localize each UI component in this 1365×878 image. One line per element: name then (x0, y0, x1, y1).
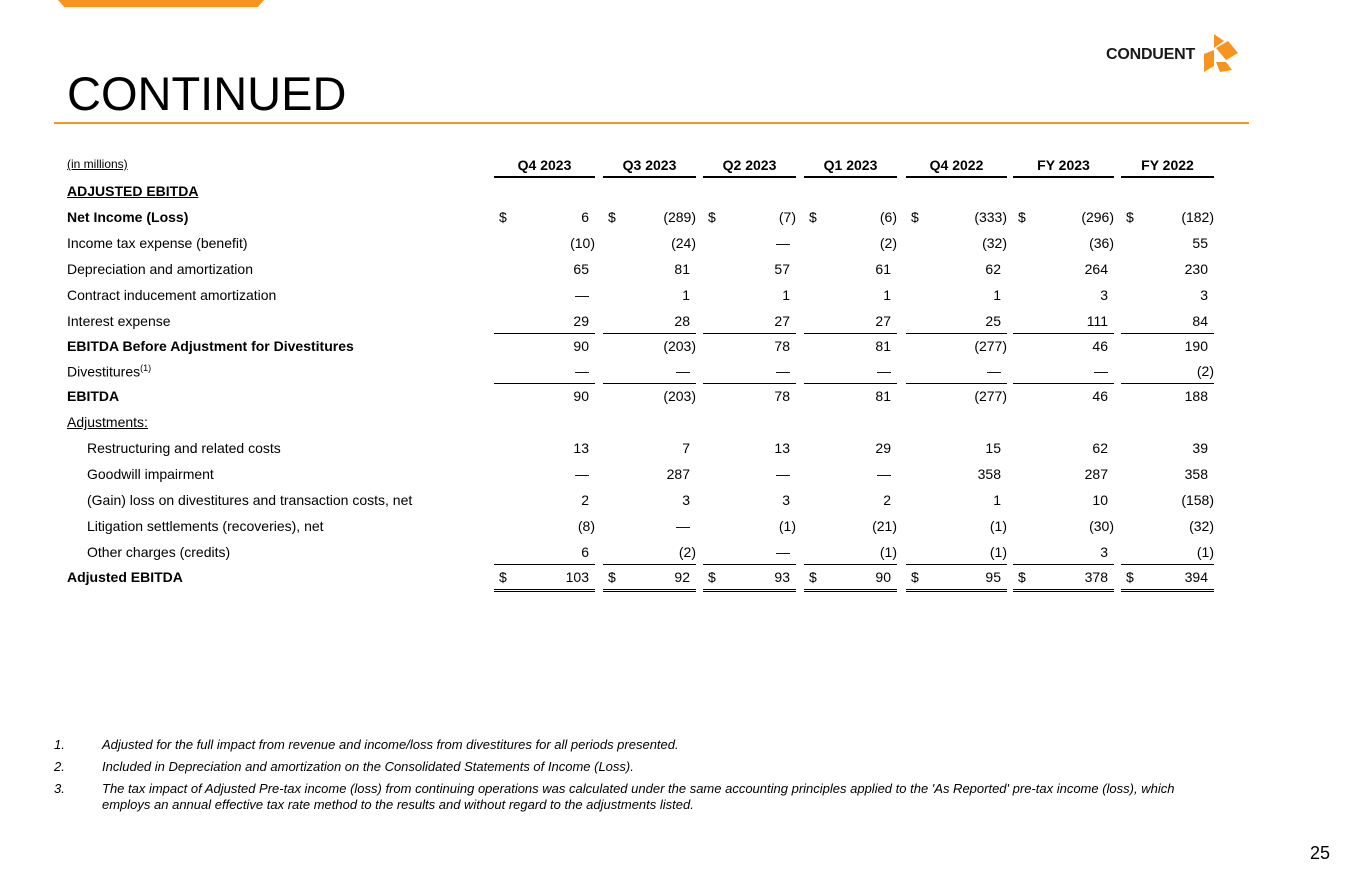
table-row (0, 335, 1365, 360)
cell-value: (2) (879, 235, 897, 251)
value-cell (603, 338, 696, 357)
cell-value: 6 (581, 209, 589, 225)
value-cell (1121, 287, 1214, 306)
cell-value: (2) (678, 544, 696, 560)
column-header: FY 2023 (1013, 157, 1114, 178)
row-label-text: Divestitures (67, 363, 141, 380)
value-cell (1013, 466, 1114, 485)
cell-value: — (1094, 363, 1108, 379)
value-cell (494, 287, 595, 306)
cell-value: — (575, 363, 589, 379)
value-cell (703, 209, 796, 228)
cell-value: — (776, 544, 790, 560)
cell-value: (203) (663, 338, 696, 354)
row-label (87, 544, 230, 560)
cell-value: 111 (1086, 313, 1108, 329)
value-cell (1013, 338, 1114, 357)
value-cell (703, 338, 796, 357)
value-cell (494, 363, 595, 384)
footnote-number: 3. (54, 781, 65, 796)
table-row (0, 541, 1365, 566)
value-cell (494, 209, 595, 228)
cell-value: (8) (577, 518, 595, 534)
row-label-text: Goodwill impairment (87, 466, 214, 482)
cell-value: (24) (671, 235, 696, 251)
cell-value: 3 (782, 492, 790, 508)
cell-value: 57 (774, 261, 790, 277)
page-title: CONTINUED (67, 67, 347, 120)
column-header: Q1 2023 (804, 157, 897, 178)
value-cell (906, 466, 1007, 485)
cell-value: 3 (682, 492, 690, 508)
cell-value: 27 (875, 313, 891, 329)
value-cell (1013, 313, 1114, 334)
value-cell (494, 440, 595, 459)
cell-value: 264 (1084, 261, 1108, 277)
footnote (54, 781, 1224, 813)
cell-value: 15 (985, 440, 1001, 456)
value-cell (804, 544, 897, 565)
cell-value: (32) (982, 235, 1007, 251)
value-cell (703, 569, 796, 592)
value-cell (703, 544, 796, 565)
cell-value: 27 (774, 313, 790, 329)
cell-value: 62 (985, 261, 1001, 277)
currency-symbol: $ (708, 209, 716, 225)
footnote-number: 1. (54, 737, 65, 752)
cell-value: — (575, 466, 589, 482)
value-cell (494, 492, 595, 511)
currency-symbol: $ (499, 209, 507, 225)
row-label (87, 518, 324, 534)
conduent-logo (1106, 34, 1240, 74)
cell-value: — (776, 466, 790, 482)
table-row (0, 232, 1365, 257)
cell-value: (203) (663, 388, 696, 404)
cell-value: 81 (875, 338, 891, 354)
currency-symbol: $ (809, 209, 817, 225)
cell-value: 1 (993, 492, 1001, 508)
footnote (54, 759, 1224, 775)
cell-value: — (987, 363, 1001, 379)
footnote-reference: (1) (140, 363, 152, 373)
value-cell (804, 492, 897, 511)
row-label (67, 363, 151, 380)
value-cell (603, 518, 696, 537)
cell-value: (6) (879, 209, 897, 225)
value-cell (906, 235, 1007, 254)
value-cell (703, 388, 796, 407)
table-row (0, 385, 1365, 410)
cell-value: — (776, 235, 790, 251)
page-number: 25 (1309, 843, 1330, 863)
row-label (67, 313, 171, 329)
cell-value: (36) (1089, 235, 1114, 251)
cell-value: 84 (1192, 313, 1208, 329)
section-title-row (0, 180, 1365, 205)
table-row (0, 284, 1365, 309)
cell-value: 93 (774, 569, 790, 585)
value-cell (906, 569, 1007, 592)
cell-value: — (676, 363, 690, 379)
currency-symbol: $ (499, 569, 507, 585)
value-cell (1013, 569, 1114, 592)
cell-value: 3 (1100, 287, 1108, 303)
value-cell (494, 569, 595, 592)
value-cell (603, 466, 696, 485)
value-cell (906, 209, 1007, 228)
cell-value: 358 (977, 466, 1001, 482)
value-cell (804, 338, 897, 357)
row-label (67, 414, 148, 430)
cell-value: (182) (1181, 209, 1214, 225)
value-cell (804, 235, 897, 254)
cell-value: (277) (974, 388, 1007, 404)
currency-symbol: $ (809, 569, 817, 585)
value-cell (1121, 492, 1214, 511)
value-cell (906, 363, 1007, 384)
cell-value: 378 (1084, 569, 1108, 585)
value-cell (603, 544, 696, 565)
cell-value: 95 (985, 569, 1001, 585)
value-cell (603, 440, 696, 459)
value-cell (804, 440, 897, 459)
table-row (0, 489, 1365, 514)
cell-value: (2) (1196, 363, 1214, 379)
value-cell (1013, 544, 1114, 565)
row-label-text: Adjusted EBITDA (67, 569, 183, 585)
row-label-text: Adjustments: (67, 414, 148, 430)
cell-value: 90 (573, 338, 589, 354)
cell-value: 394 (1184, 569, 1208, 585)
value-cell (494, 313, 595, 334)
row-label (67, 235, 248, 251)
value-cell (804, 261, 897, 280)
cell-value: 2 (581, 492, 589, 508)
row-label (67, 569, 183, 585)
table-row (0, 310, 1365, 335)
table-row (0, 566, 1365, 591)
value-cell (1121, 235, 1214, 254)
value-cell (603, 235, 696, 254)
cell-value: — (877, 466, 891, 482)
cell-value: (158) (1181, 492, 1214, 508)
cell-value: — (575, 287, 589, 303)
value-cell (1121, 261, 1214, 280)
row-label-text: EBITDA (67, 388, 120, 404)
cell-value: 1 (682, 287, 690, 303)
table-row (0, 206, 1365, 231)
cell-value: 62 (1092, 440, 1108, 456)
row-label-text: Income tax expense (benefit) (67, 235, 248, 251)
value-cell (906, 518, 1007, 537)
cell-value: 90 (875, 569, 891, 585)
value-cell (494, 261, 595, 280)
row-label-text: Litigation settlements (recoveries), net (87, 518, 324, 534)
row-label-text: Interest expense (67, 313, 171, 329)
column-header: Q4 2023 (494, 157, 595, 178)
cell-value: 81 (674, 261, 690, 277)
row-label (67, 338, 354, 354)
cell-value: 10 (1092, 492, 1108, 508)
footnote-text: Adjusted for the full impact from revenue and income/loss from divestitures for all periods presented. (102, 737, 679, 752)
cell-value: 61 (875, 261, 891, 277)
footnote-text: Included in Depreciation and amortization on the Consolidated Statements of Income (Loss). (102, 759, 634, 774)
value-cell (1121, 338, 1214, 357)
row-label (87, 466, 214, 482)
value-cell (494, 388, 595, 407)
cell-value: 1 (883, 287, 891, 303)
value-cell (906, 544, 1007, 565)
value-cell (703, 235, 796, 254)
value-cell (804, 287, 897, 306)
row-label (67, 209, 188, 225)
value-cell (804, 466, 897, 485)
units-label: (in millions) (67, 157, 128, 171)
currency-symbol: $ (1126, 209, 1134, 225)
cell-value: (289) (663, 209, 696, 225)
cell-value: 46 (1092, 388, 1108, 404)
value-cell (1013, 261, 1114, 280)
value-cell (703, 287, 796, 306)
cell-value: (1) (879, 544, 897, 560)
cell-value: 81 (875, 388, 891, 404)
value-cell (1013, 518, 1114, 537)
value-cell (804, 388, 897, 407)
table-row (0, 411, 1365, 436)
currency-symbol: $ (1126, 569, 1134, 585)
row-label-text: Restructuring and related costs (87, 440, 281, 456)
currency-symbol: $ (608, 569, 616, 585)
footnote (54, 737, 1224, 753)
value-cell (703, 466, 796, 485)
top-accent-bar (58, 0, 264, 7)
value-cell (703, 440, 796, 459)
cell-value: (296) (1081, 209, 1114, 225)
value-cell (1121, 313, 1214, 334)
value-cell (906, 440, 1007, 459)
value-cell (1013, 209, 1114, 228)
table-row (0, 360, 1365, 385)
cell-value: 287 (1084, 466, 1108, 482)
cell-value: (10) (570, 235, 595, 251)
footnote-number: 2. (54, 759, 65, 774)
value-cell (494, 466, 595, 485)
value-cell (603, 209, 696, 228)
value-cell (603, 388, 696, 407)
cell-value: 90 (573, 388, 589, 404)
value-cell (703, 363, 796, 384)
conduent-logo-icon (1202, 34, 1240, 74)
cell-value: 7 (682, 440, 690, 456)
cell-value: — (776, 363, 790, 379)
cell-value: (1) (1196, 544, 1214, 560)
cell-value: 55 (1192, 235, 1208, 251)
cell-value: 25 (985, 313, 1001, 329)
value-cell (1013, 492, 1114, 511)
cell-value: 287 (666, 466, 690, 482)
cell-value: (1) (989, 518, 1007, 534)
footnote-text: The tax impact of Adjusted Pre-tax income (loss) from continuing operations was calculated under the same accounting principles applied to the 'As Reported' pre-tax income (loss), which employs an annual effective tax rate method to the results and without regard to the adjustments listed. (102, 781, 1175, 812)
cell-value: 78 (774, 388, 790, 404)
row-label (67, 388, 119, 404)
cell-value: — (877, 363, 891, 379)
cell-value: — (676, 518, 690, 534)
row-label-text: Other charges (credits) (87, 544, 231, 560)
table-row (0, 515, 1365, 540)
value-cell (603, 363, 696, 384)
column-header: FY 2022 (1121, 157, 1214, 178)
value-cell (1013, 363, 1114, 384)
value-cell (1121, 209, 1214, 228)
value-cell (703, 492, 796, 511)
value-cell (804, 313, 897, 334)
value-cell (603, 492, 696, 511)
cell-value: (30) (1089, 518, 1114, 534)
row-label-text: (Gain) loss on divestitures and transaction costs, net (87, 492, 413, 508)
value-cell (1121, 544, 1214, 565)
value-cell (1013, 235, 1114, 254)
currency-symbol: $ (1018, 209, 1026, 225)
cell-value: 103 (565, 569, 589, 585)
row-label (67, 261, 253, 277)
value-cell (906, 287, 1007, 306)
value-cell (1121, 363, 1214, 384)
value-cell (603, 313, 696, 334)
currency-symbol: $ (608, 209, 616, 225)
cell-value: 29 (573, 313, 589, 329)
row-label (67, 287, 276, 303)
value-cell (1121, 518, 1214, 537)
column-header: Q4 2022 (906, 157, 1007, 178)
value-cell (804, 363, 897, 384)
value-cell (494, 235, 595, 254)
value-cell (1013, 440, 1114, 459)
value-cell (494, 338, 595, 357)
value-cell (1013, 388, 1114, 407)
cell-value: 3 (1200, 287, 1208, 303)
cell-value: 29 (875, 440, 891, 456)
table-row (0, 463, 1365, 488)
value-cell (1121, 440, 1214, 459)
value-cell (906, 261, 1007, 280)
cell-value: (7) (778, 209, 796, 225)
row-label-text: Depreciation and amortization (67, 261, 253, 277)
value-cell (603, 569, 696, 592)
table-row (0, 437, 1365, 462)
currency-symbol: $ (911, 569, 919, 585)
value-cell (804, 518, 897, 537)
value-cell (603, 287, 696, 306)
value-cell (703, 518, 796, 537)
cell-value: (1) (989, 544, 1007, 560)
cell-value: 1 (993, 287, 1001, 303)
value-cell (906, 338, 1007, 357)
cell-value: 39 (1192, 440, 1208, 456)
cell-value: 65 (573, 261, 589, 277)
cell-value: 2 (883, 492, 891, 508)
row-label-text: EBITDA Before Adjustment for Divestitures (67, 338, 354, 354)
cell-value: 6 (581, 544, 589, 560)
value-cell (703, 313, 796, 334)
value-cell (494, 518, 595, 537)
section-title: ADJUSTED EBITDA (67, 183, 199, 199)
value-cell (906, 388, 1007, 407)
value-cell (1121, 388, 1214, 407)
cell-value: 358 (1184, 466, 1208, 482)
value-cell (906, 313, 1007, 334)
value-cell (1121, 466, 1214, 485)
cell-value: 230 (1184, 261, 1208, 277)
cell-value: 188 (1184, 388, 1208, 404)
value-cell (804, 569, 897, 592)
currency-symbol: $ (708, 569, 716, 585)
cell-value: 13 (573, 440, 589, 456)
row-label (87, 492, 412, 508)
cell-value: (32) (1189, 518, 1214, 534)
currency-symbol: $ (911, 209, 919, 225)
cell-value: 190 (1184, 338, 1208, 354)
value-cell (804, 209, 897, 228)
cell-value: 78 (774, 338, 790, 354)
column-header: Q3 2023 (603, 157, 696, 178)
table-row (0, 258, 1365, 283)
row-label-text: Contract inducement amortization (67, 287, 277, 303)
cell-value: (21) (872, 518, 897, 534)
row-label-text: Net Income (Loss) (67, 209, 189, 225)
value-cell (494, 544, 595, 565)
row-label (87, 440, 281, 456)
footnotes (54, 737, 1224, 819)
value-cell (603, 261, 696, 280)
value-cell (1121, 569, 1214, 592)
value-cell (703, 261, 796, 280)
cell-value: 1 (782, 287, 790, 303)
column-header: Q2 2023 (703, 157, 796, 178)
cell-value: (1) (778, 518, 796, 534)
cell-value: 3 (1100, 544, 1108, 560)
cell-value: 28 (674, 313, 690, 329)
logo-text: CONDUENT (1106, 46, 1196, 63)
value-cell (906, 492, 1007, 511)
cell-value: (333) (974, 209, 1007, 225)
cell-value: 46 (1092, 338, 1108, 354)
title-divider (54, 122, 1249, 124)
value-cell (1013, 287, 1114, 306)
cell-value: 92 (674, 569, 690, 585)
cell-value: (277) (974, 338, 1007, 354)
cell-value: 13 (774, 440, 790, 456)
currency-symbol: $ (1018, 569, 1026, 585)
